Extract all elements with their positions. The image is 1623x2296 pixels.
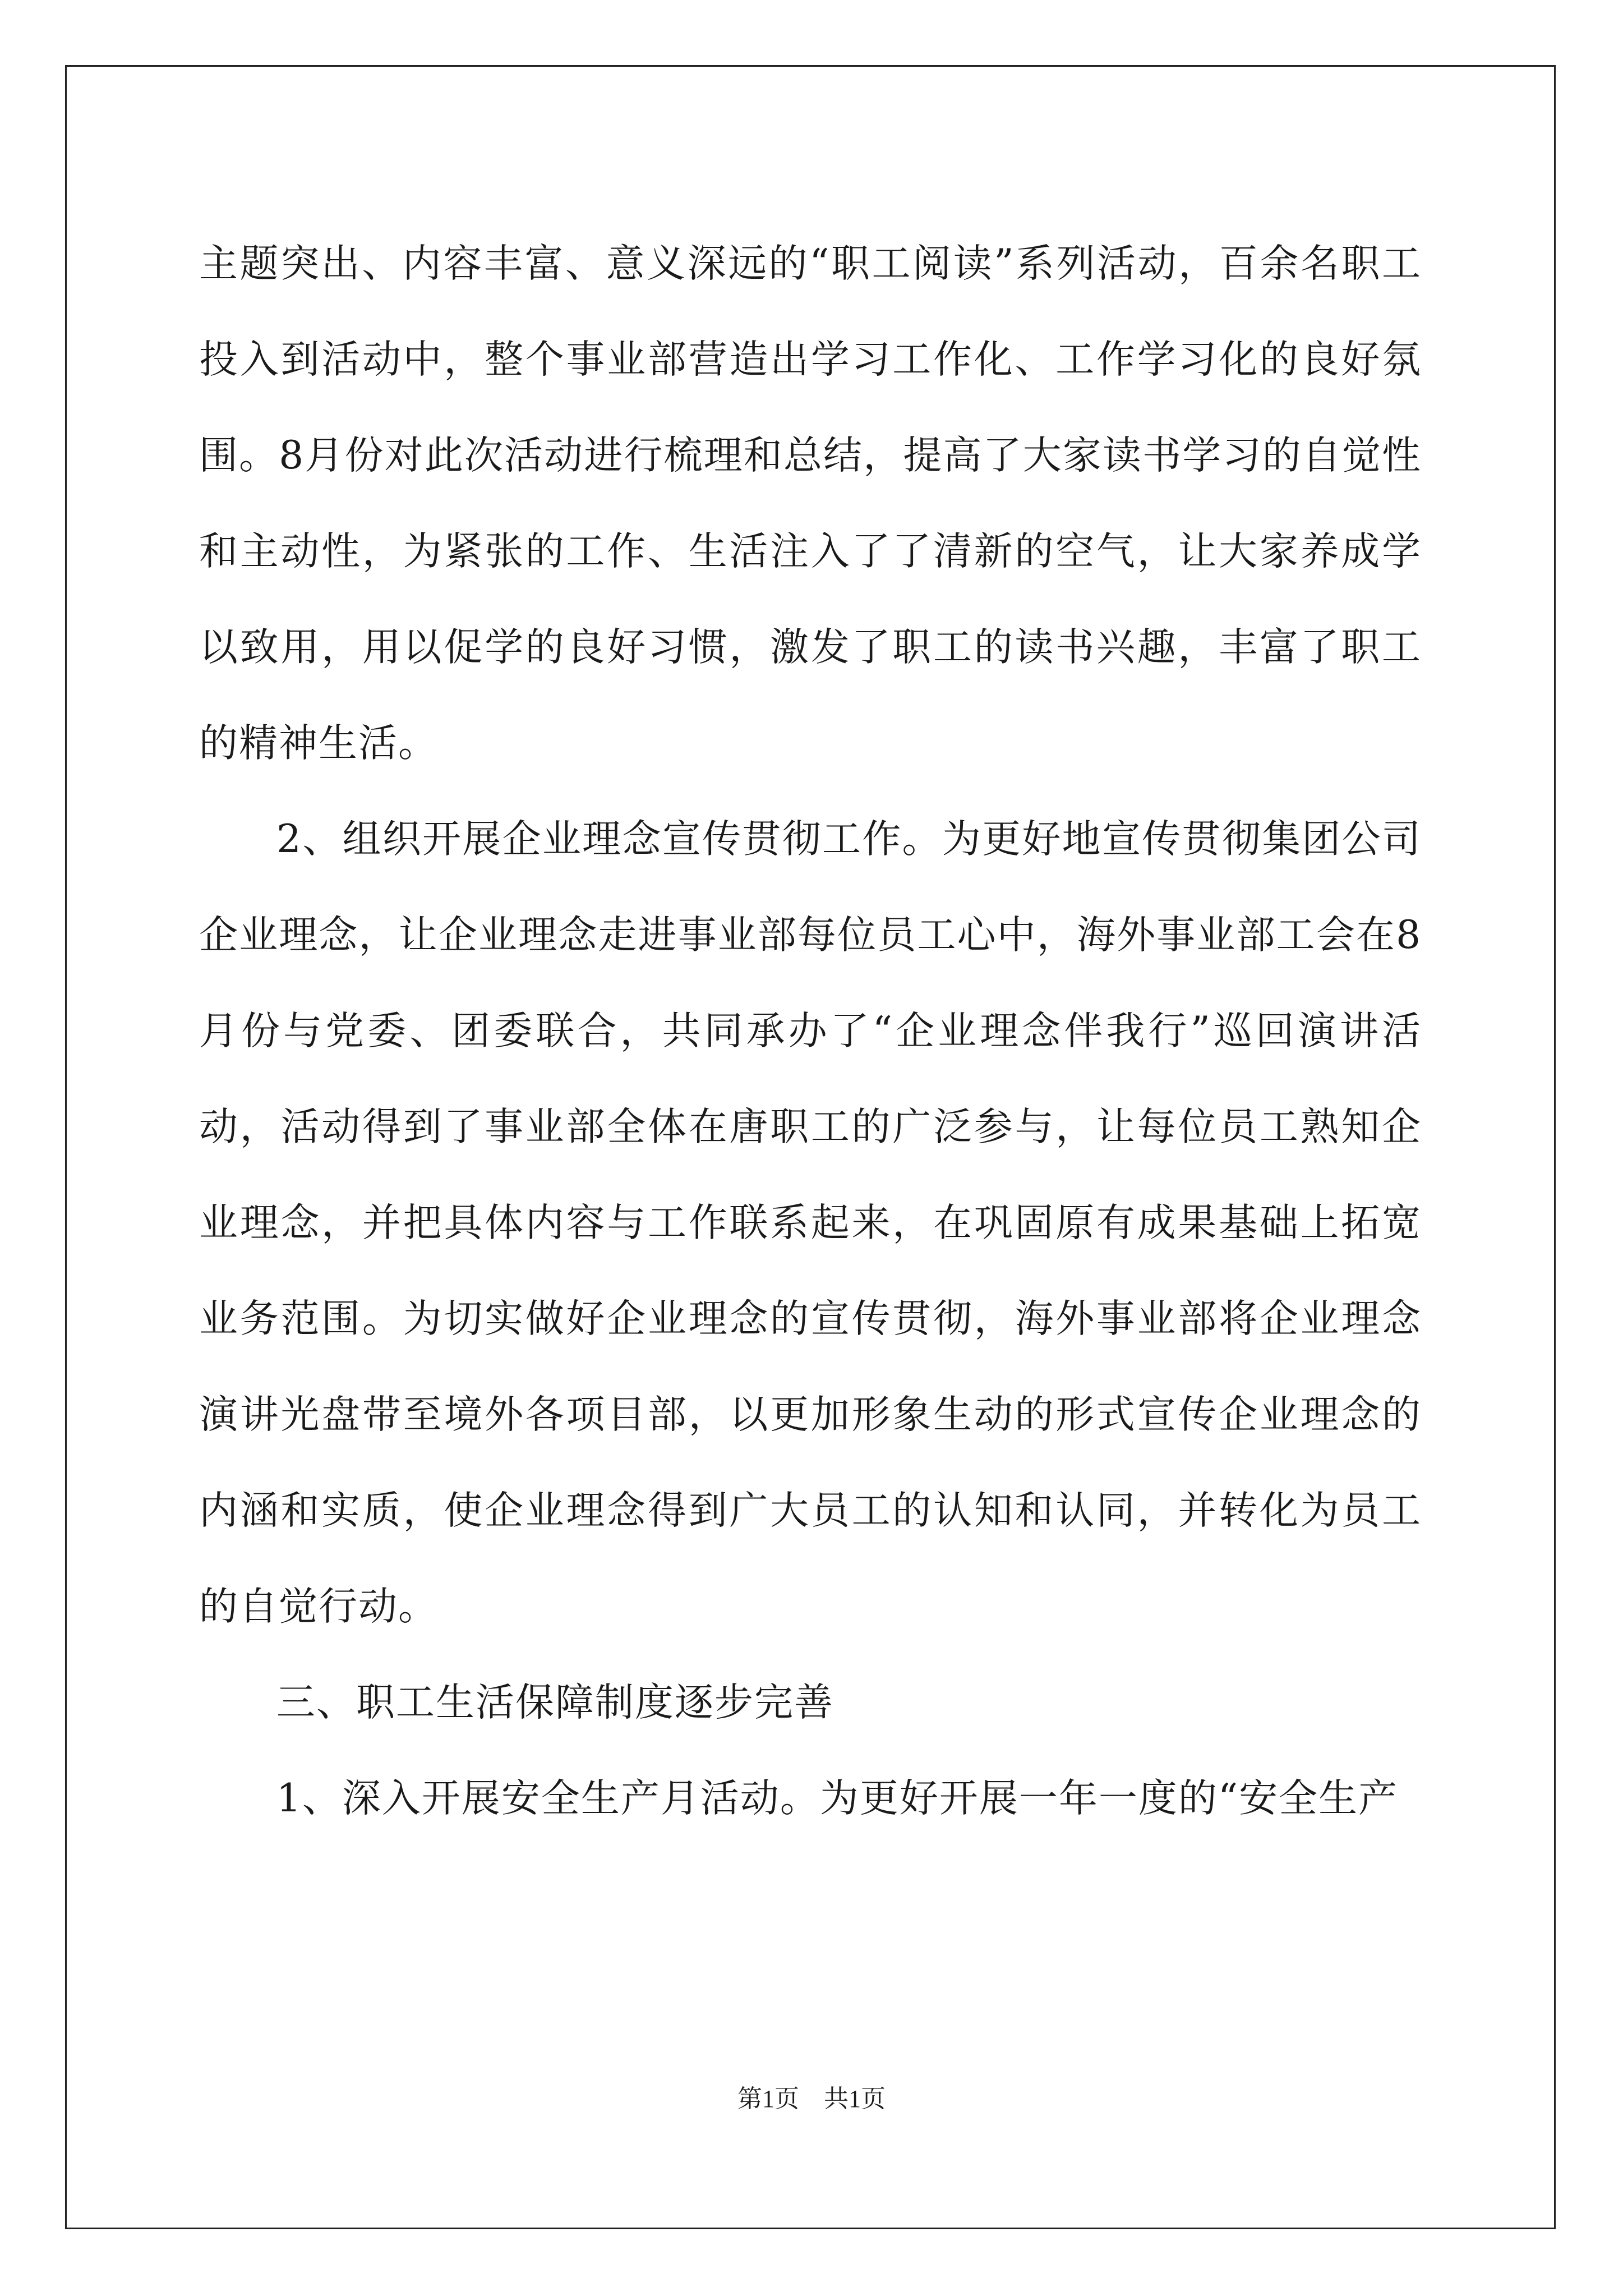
section-heading-welfare: 三、职工生活保障制度逐步完善: [276, 1680, 834, 1725]
page-number-footer: 第1页 共1页: [737, 2085, 886, 2113]
paragraph-activities-summary: 主题突出、内容丰富、意义深远的“职工阅读”系列活动，百余名职工投入到活动中，整个事业部营造出学习工作化、工作学习化的良好氛围。8月份对此次活动进行梳理和总结，提高了大家读书学习的自觉性和主动性，为紧张的工作、生活注入了了清新的空气，让大家养成学以致用，用以促学的良好习惯，激发了职工的读书兴趣，丰富了职工的精神生活。: [199, 241, 1422, 766]
document-body: [199, 216, 1422, 1847]
paragraph-enterprise-philosophy: 2、组织开展企业理念宣传贯彻工作。为更好地宣传贯彻集团公司企业理念，让企业理念走进事业部每位员工心中，海外事业部工会在8月份与党委、团委联合，共同承办了“企业理念伴我行”巡回演讲活动，活动得到了事业部全体在唐职工的广泛参与，让每位员工熟知企业理念，并把具体内容与工作联系起来，在巩固原有成果基础上拓宽业务范围。为切实做好企业理念的宣传贯彻，海外事业部将企业理念演讲光盘带至境外各项目部，以更加形象生动的形式宣传企业理念的内涵和实质，使企业理念得到广大员工的认知和认同，并转化为员工的自觉行动。: [199, 817, 1422, 1629]
paragraph-safety-month: 1、深入开展安全生产月活动。为更好开展一年一度的“安全生产: [276, 1776, 1399, 1821]
